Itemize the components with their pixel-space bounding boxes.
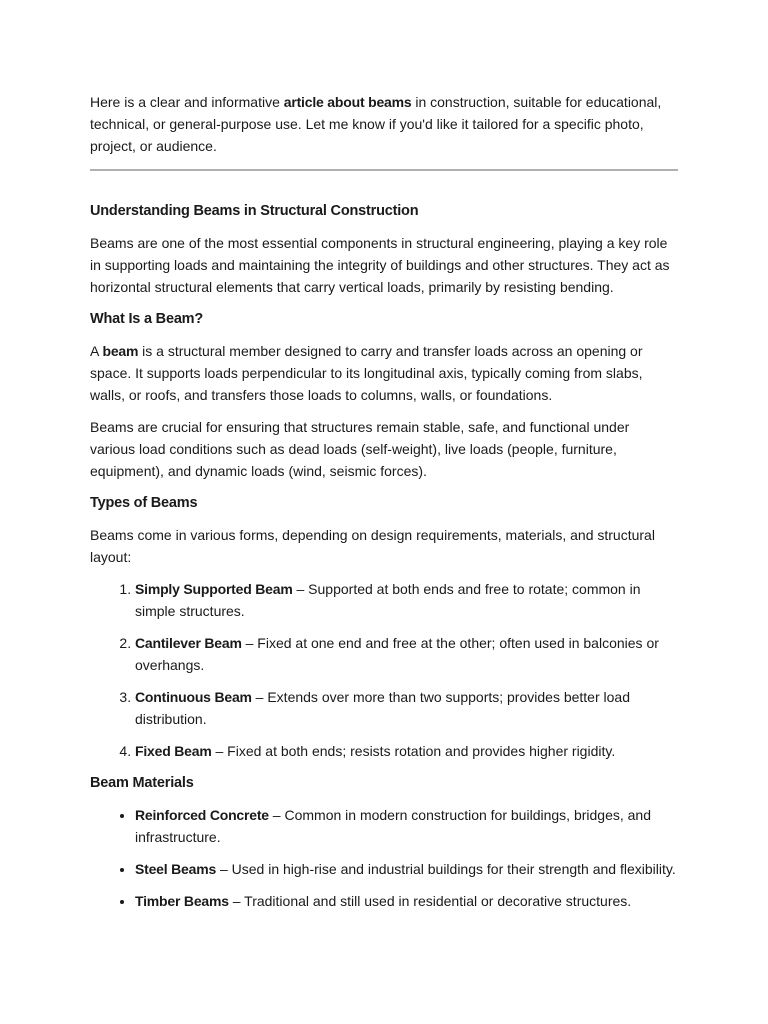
article-intro-paragraph: Beams are one of the most essential components in structural engineering, playing a key role in supporting loads and maintaining the integrity of buildings and other structures. They act as horizontal structural elements that carry vertical loads, primarily by resisting bending. (90, 235, 670, 295)
horizontal-divider (90, 169, 678, 171)
list-item-term: Reinforced Concrete (135, 807, 269, 823)
list-item-desc: – Fixed at one end and free at the other; often used in balconies or overhangs. (135, 635, 659, 673)
list-item-term: Cantilever Beam (135, 635, 242, 651)
list-item (135, 686, 678, 730)
list-item-term: Steel Beams (135, 861, 217, 877)
list-item-term: Continuous Beam (135, 689, 252, 705)
types-intro-paragraph: Beams come in various forms, depending on design requirements, materials, and structural layout: (90, 527, 655, 565)
list-item-desc: – Extends over more than two supports; provides better load distribution. (135, 689, 630, 727)
list-item (135, 804, 678, 848)
what-is-p1-before: A (90, 343, 103, 359)
list-item (135, 740, 678, 762)
list-item-desc: – Common in modern construction for buildings, bridges, and infrastructure. (135, 807, 651, 845)
what-is-p1-after: is a structural member designed to carry and transfer loads across an opening or space. It supports loads perpendicular to its longitudinal axis, typically coming from slabs, walls, or roofs, and transfers those loads to columns, walls, or foundations. (90, 343, 643, 403)
intro-paragraph (90, 91, 678, 157)
list-item (135, 858, 678, 880)
what-is-p1-bold: beam (102, 343, 139, 359)
types-list (90, 578, 678, 762)
materials-list (90, 804, 678, 912)
list-item-term: Timber Beams (135, 893, 229, 909)
list-item-desc: – Used in high-rise and industrial buildings for their strength and flexibility. (216, 861, 676, 877)
list-item-term: Fixed Beam (135, 743, 212, 759)
list-item (135, 632, 678, 676)
section-heading-what-is: What Is a Beam? (90, 311, 204, 327)
what-is-paragraph-1 (90, 340, 678, 406)
section-heading-materials: Beam Materials (90, 775, 194, 791)
list-item-desc: – Fixed at both ends; resists rotation and provides higher rigidity. (211, 743, 616, 759)
intro-text-before: Here is a clear and informative (90, 94, 284, 110)
list-item-desc: – Traditional and still used in residential or decorative structures. (228, 893, 632, 909)
what-is-paragraph-2: Beams are crucial for ensuring that structures remain stable, safe, and functional under various load conditions such as dead loads (self-weight), live loads (people, furniture, equipment), and dynamic loads (wind, seismic forces). (90, 419, 630, 479)
list-item (135, 890, 678, 912)
list-item-desc: – Supported at both ends and free to rotate; common in simple structures. (135, 581, 641, 619)
section-heading-types: Types of Beams (90, 495, 198, 511)
list-item (135, 578, 678, 622)
intro-bold-text: article about beams (283, 94, 412, 110)
article-title: Understanding Beams in Structural Construction (90, 203, 419, 219)
intro-text-after: in construction, suitable for educational, technical, or general-purpose use. Let me know if you'd like it tailored for a specific photo, project, or audience. (90, 94, 662, 154)
list-item-term: Simply Supported Beam (135, 581, 293, 597)
